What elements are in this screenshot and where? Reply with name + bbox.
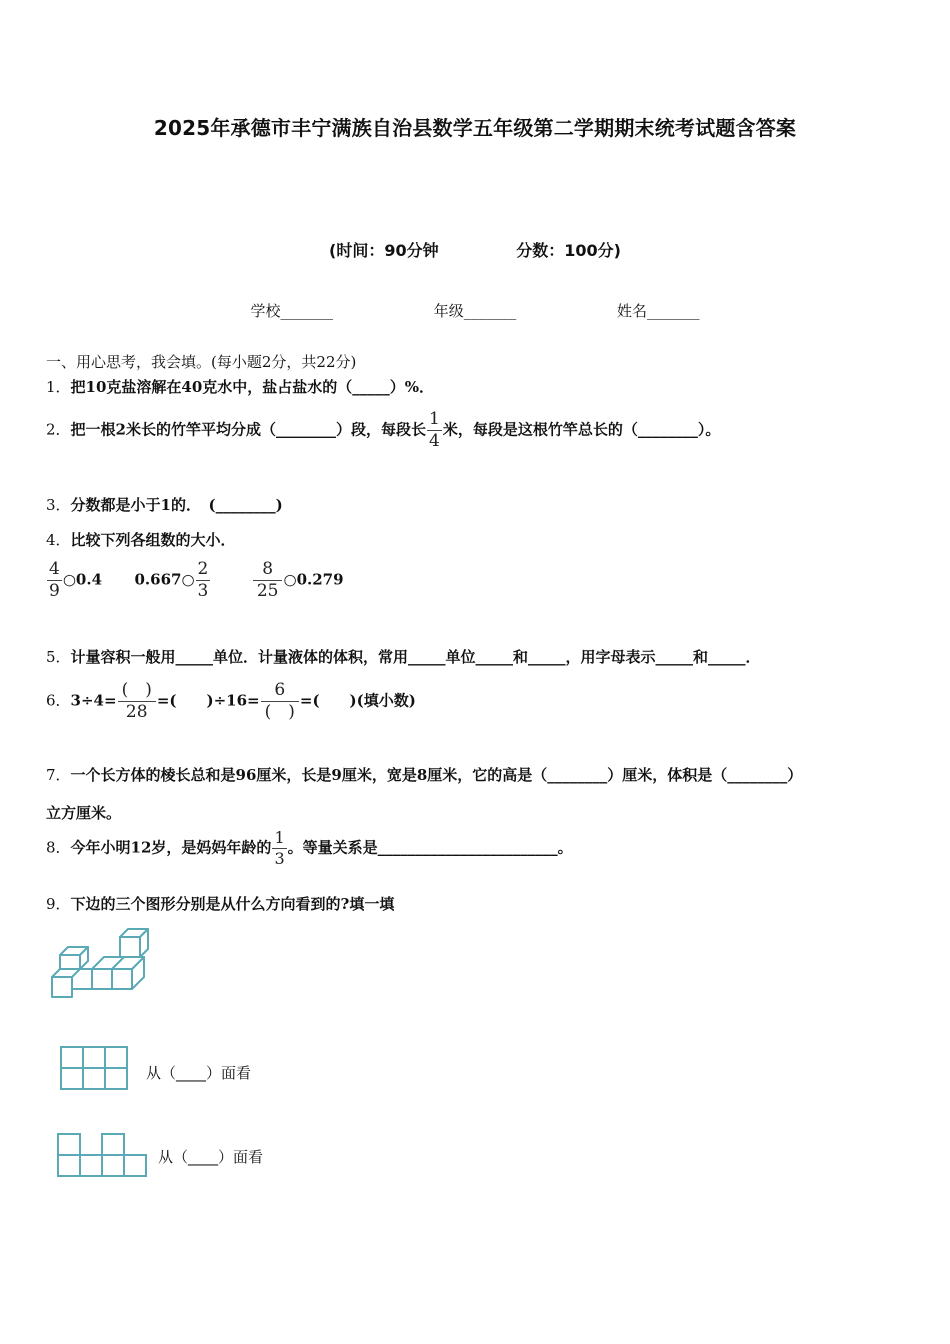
question-number: 2． bbox=[46, 420, 71, 439]
denominator: 28 bbox=[125, 702, 148, 722]
comparison-1: ○0.4 bbox=[62, 570, 103, 589]
exam-score: 分数：100分) bbox=[516, 241, 621, 260]
question-text: 把10克盐溶解在40克水中，盐占盐水的（_____）%． bbox=[70, 378, 435, 396]
question-3 bbox=[46, 494, 283, 515]
question-text: 米，每段是这根竹竿总长的（________）。 bbox=[442, 420, 721, 439]
question-number: 3． bbox=[46, 496, 71, 514]
view-2-label: 从（____）面看 bbox=[158, 1148, 264, 1166]
comparison-2: 0.667○ bbox=[134, 570, 195, 589]
section-heading: 一、用心思考，我会填。(每小题2分，共22分) bbox=[46, 353, 357, 371]
numerator: 4 bbox=[49, 559, 60, 579]
fraction bbox=[118, 682, 156, 721]
numerator: 6 bbox=[261, 682, 299, 702]
denominator: 25 bbox=[256, 581, 279, 601]
fraction bbox=[261, 682, 299, 721]
question-4 bbox=[46, 529, 236, 550]
question-number: 6． bbox=[46, 691, 71, 710]
question-number: 8． bbox=[46, 838, 71, 857]
question-9 bbox=[46, 893, 394, 914]
question-text: =( )(填小数) bbox=[299, 691, 416, 710]
question-4-comparisons bbox=[46, 561, 344, 600]
view-2-figure bbox=[55, 1131, 151, 1179]
cube-face bbox=[120, 937, 140, 957]
question-7 bbox=[46, 764, 802, 785]
question-2 bbox=[46, 411, 720, 450]
question-text: 下边的三个图形分别是从什么方向看到的?填一填 bbox=[70, 895, 395, 913]
fraction bbox=[196, 561, 211, 600]
question-text: 计量容积一般用_____单位．计量液体的体积，常用_____单位_____和_____，用字母表示_____和_____． bbox=[70, 648, 761, 666]
question-number: 7． bbox=[46, 766, 71, 784]
question-number: 4． bbox=[46, 531, 71, 549]
denominator: ( ) bbox=[264, 702, 295, 722]
question-text: 把一根2米长的竹竿平均分成（________）段，每段长 bbox=[70, 420, 426, 439]
exam-time: (时间：90分钟 bbox=[329, 241, 439, 260]
question-5 bbox=[46, 646, 761, 667]
numerator: 1 bbox=[274, 828, 285, 847]
page-title: 2025年承德市丰宁满族自治县数学五年级第二学期期末统考试题含答案 bbox=[153, 116, 797, 140]
question-number: 1． bbox=[46, 378, 71, 396]
fraction bbox=[427, 411, 442, 450]
student-info bbox=[0, 300, 950, 321]
cube-face bbox=[92, 969, 112, 989]
denominator: 9 bbox=[49, 581, 60, 601]
question-1 bbox=[46, 376, 434, 397]
question-text: 分数都是小于1的． (________) bbox=[70, 496, 283, 514]
cube-face bbox=[60, 955, 80, 969]
question-text: 一个长方体的棱长总和是96厘米，长是9厘米，宽是8厘米，它的高是（________）厘米，体积是（________） bbox=[70, 766, 803, 784]
view-1-figure bbox=[58, 1045, 130, 1091]
exam-meta bbox=[0, 238, 950, 261]
cube-stack-figure bbox=[48, 925, 153, 1000]
school-field: 学校_______ bbox=[250, 302, 333, 320]
grade-field: 年级_______ bbox=[433, 302, 517, 320]
numerator: 8 bbox=[253, 561, 283, 581]
question-text: 。等量关系是________________________。 bbox=[287, 838, 573, 857]
cube-face bbox=[52, 977, 72, 997]
question-number: 9． bbox=[46, 895, 71, 913]
numerator: 1 bbox=[429, 409, 440, 429]
denominator: 4 bbox=[429, 431, 440, 451]
comparison-3: ○0.279 bbox=[283, 570, 344, 589]
question-text: =( )÷16= bbox=[156, 691, 260, 710]
question-8 bbox=[46, 830, 573, 867]
cube-face bbox=[112, 969, 132, 989]
question-7-continued: 立方厘米。 bbox=[46, 804, 122, 822]
question-text: 今年小明12岁，是妈妈年龄的 bbox=[70, 838, 272, 857]
fraction bbox=[47, 561, 62, 600]
denominator: 3 bbox=[274, 849, 285, 868]
question-text: 比较下列各组数的大小． bbox=[70, 531, 236, 549]
numerator: 2 bbox=[197, 559, 209, 579]
name-field: 姓名_______ bbox=[617, 302, 700, 320]
denominator: 3 bbox=[197, 581, 209, 601]
fraction bbox=[253, 561, 283, 600]
view-1-label: 从（____）面看 bbox=[146, 1064, 252, 1082]
question-number: 5． bbox=[46, 648, 71, 666]
fraction bbox=[272, 830, 286, 867]
question-6 bbox=[46, 682, 416, 721]
numerator: ( ) bbox=[118, 682, 156, 702]
question-text: 3÷4= bbox=[70, 691, 117, 710]
